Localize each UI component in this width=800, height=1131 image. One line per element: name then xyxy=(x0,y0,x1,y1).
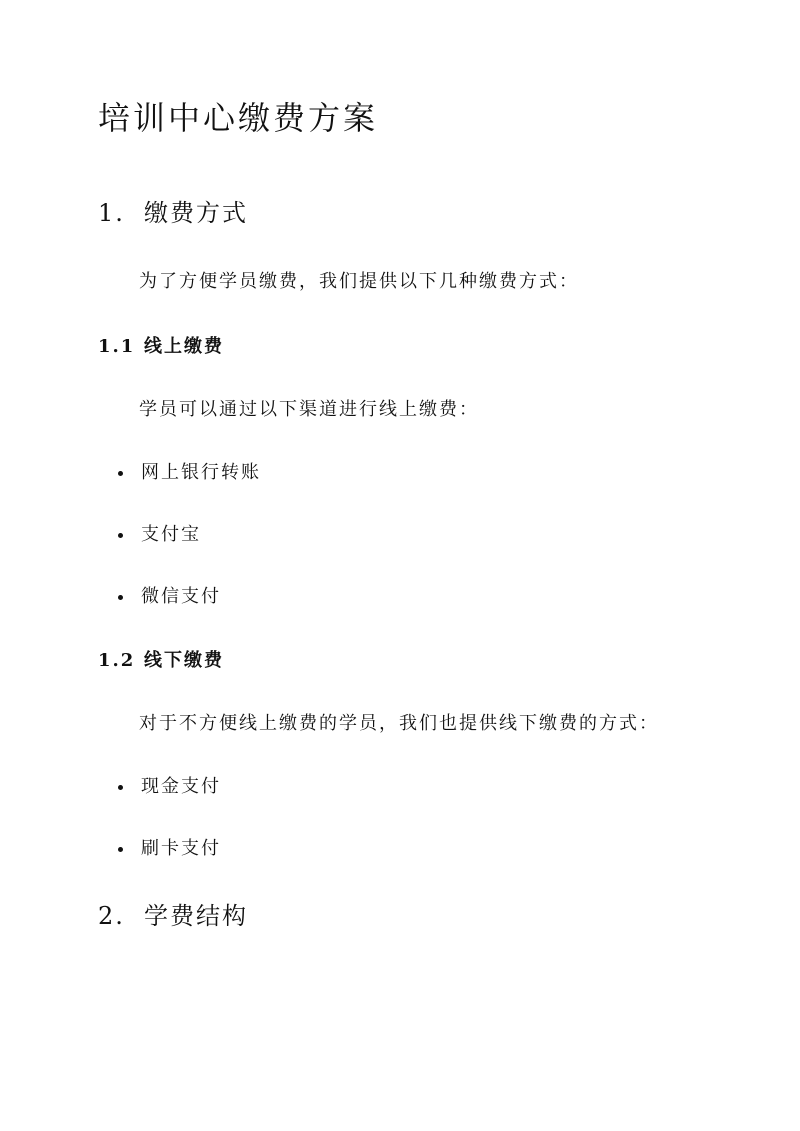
list-item xyxy=(118,583,221,611)
section-heading-fee-structure xyxy=(98,899,248,933)
bullet-icon xyxy=(118,785,123,790)
bullet-icon xyxy=(118,533,123,538)
section-title: 学费结构 xyxy=(144,902,248,930)
section-number: 1. xyxy=(98,199,125,227)
list-item-text: 现金支付 xyxy=(141,776,221,797)
list-item xyxy=(118,521,201,549)
list-item-text: 网上银行转账 xyxy=(141,462,261,483)
list-item xyxy=(118,773,221,801)
section-title: 缴费方式 xyxy=(144,199,248,227)
section-intro-paragraph: 为了方便学员缴费，我们提供以下几种缴费方式： xyxy=(139,271,579,292)
list-item xyxy=(118,835,221,863)
section-number: 2. xyxy=(98,902,125,930)
list-item-text: 刷卡支付 xyxy=(141,838,221,859)
subsection-number: 1.2 xyxy=(98,650,136,671)
subsection-heading-offline-payment xyxy=(98,647,224,675)
bullet-icon xyxy=(118,847,123,852)
bullet-icon xyxy=(118,595,123,600)
subsection-title: 线下缴费 xyxy=(144,650,224,671)
list-item-text: 微信支付 xyxy=(141,586,221,607)
bullet-icon xyxy=(118,471,123,476)
document-title: 培训中心缴费方案 xyxy=(98,99,379,137)
subsection-heading-online-payment xyxy=(98,333,224,361)
subsection-number: 1.1 xyxy=(98,336,136,357)
list-item xyxy=(118,459,261,487)
online-payment-intro: 学员可以通过以下渠道进行线上缴费： xyxy=(139,399,479,420)
subsection-title: 线上缴费 xyxy=(144,336,224,357)
section-heading-payment-methods xyxy=(98,196,248,230)
list-item-text: 支付宝 xyxy=(141,524,201,545)
offline-payment-intro: 对于不方便线上缴费的学员，我们也提供线下缴费的方式： xyxy=(139,713,659,734)
